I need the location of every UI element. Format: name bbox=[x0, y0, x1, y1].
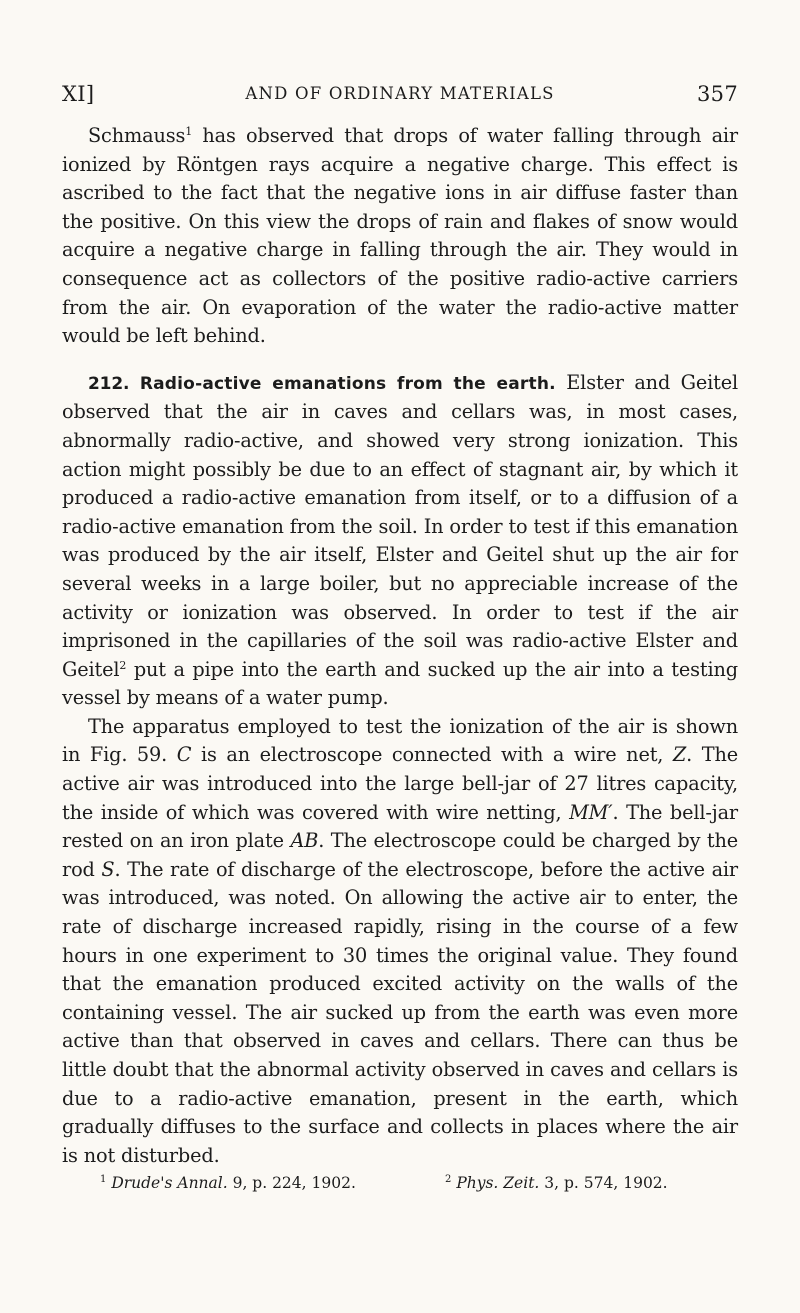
footnote-number: 2 bbox=[445, 1174, 452, 1186]
section-title: Radio-active emanations from the earth. bbox=[139, 373, 556, 394]
text-run: is an electroscope connected with a wire net, bbox=[191, 743, 673, 767]
footnote-ref-text: 3, p. 574, 1902. bbox=[539, 1174, 668, 1193]
symbol-s: S bbox=[101, 857, 115, 881]
chapter-marker: XI] bbox=[62, 82, 95, 106]
text-run: . The active air was introduced into the large bell-jar of 27 litres capacity, the inside of which was covered with wire netting, bbox=[62, 743, 738, 824]
footnote-2 bbox=[445, 1174, 668, 1192]
paragraph-schmauss bbox=[62, 122, 738, 351]
book-page bbox=[62, 82, 738, 1198]
text-run: The apparatus employed to test the ionization of the air is shown in Fig. 59. bbox=[62, 714, 738, 767]
text-run: . The electroscope could be charged by the rod bbox=[62, 829, 738, 881]
text-run: . The rate of discharge of the electroscope, before the active air was introduced, was noted. On allowing the active air to enter, the rate of discharge increased rapidly, rising in the course of a few hours in one experiment to 30 times the original value. They found that the emanation produced excited activity on the walls of the containing vessel. The air sucked up from the earth was even more active than that observed in caves and cellars. There can thus be little doubt that the abnormal activity observed in caves and cellars is due to a radio-active emanation, present in the earth, which gradually diffuses to the surface and collects in places where the air is not disturbed. bbox=[62, 857, 738, 1167]
running-title: AND OF ORDINARY MATERIALS bbox=[245, 84, 555, 103]
body-text bbox=[62, 122, 738, 1170]
paragraph-apparatus bbox=[62, 713, 738, 1171]
section-number: 212. bbox=[88, 373, 130, 394]
text-run: has observed that drops of water falling through air ionized by Röntgen rays acquire a negative charge. This effect is ascribed to the fact that the negative ions in air diffuse faster than the positive. On this view the drops of rain and flakes of snow would acquire a negative charge in falling through the air. They would in consequence act as collectors of the positive radio-active carriers from the air. On evaporation of the water the radio-active matter would be left behind. bbox=[62, 124, 738, 348]
footnote-journal: Drude's Annal. bbox=[111, 1174, 228, 1193]
footnote-ref-text: 9, p. 224, 1902. bbox=[227, 1174, 356, 1193]
footnote-journal: Phys. Zeit. bbox=[456, 1174, 540, 1193]
text-run: . The bell-jar rested on an iron plate bbox=[62, 800, 738, 853]
footnote-ref-1[interactable]: 1 bbox=[185, 125, 193, 138]
text-run: Schmauss bbox=[88, 124, 186, 147]
running-header bbox=[62, 82, 738, 112]
footnote-1 bbox=[100, 1174, 356, 1192]
text-run: put a pipe into the earth and sucked up the air into a testing vessel by means of a water pump. bbox=[62, 657, 738, 710]
page-number: 357 bbox=[697, 82, 738, 106]
symbol-z: Z bbox=[672, 743, 687, 767]
text-run: Elster and Geitel observed that the air in caves and cellars was, in most cases, abnormally radio-active, and showed very strong ionization. This action might possibly be due to an effect of stagnant air, by which it produced a radio-active emanation from itself, or to a diffusion of a radio-active emanation from the soil. In order to test if this emanation was produced by the air itself, Elster and Geitel shut up the air for several weeks in a large boiler, but no appreciable increase of the activity or ionization was observed. In order to test if the air imprisoned in the capillaries of the soil was radio-active Elster and Geitel bbox=[62, 370, 739, 681]
symbol-ab: AB bbox=[290, 829, 319, 853]
footnote-ref-2[interactable]: 2 bbox=[119, 658, 127, 672]
symbol-c: C bbox=[176, 743, 192, 767]
symbol-mm: MM′ bbox=[569, 800, 613, 824]
footnotes bbox=[62, 1174, 738, 1198]
paragraph-section-212 bbox=[62, 369, 738, 713]
footnote-number: 1 bbox=[100, 1174, 107, 1186]
